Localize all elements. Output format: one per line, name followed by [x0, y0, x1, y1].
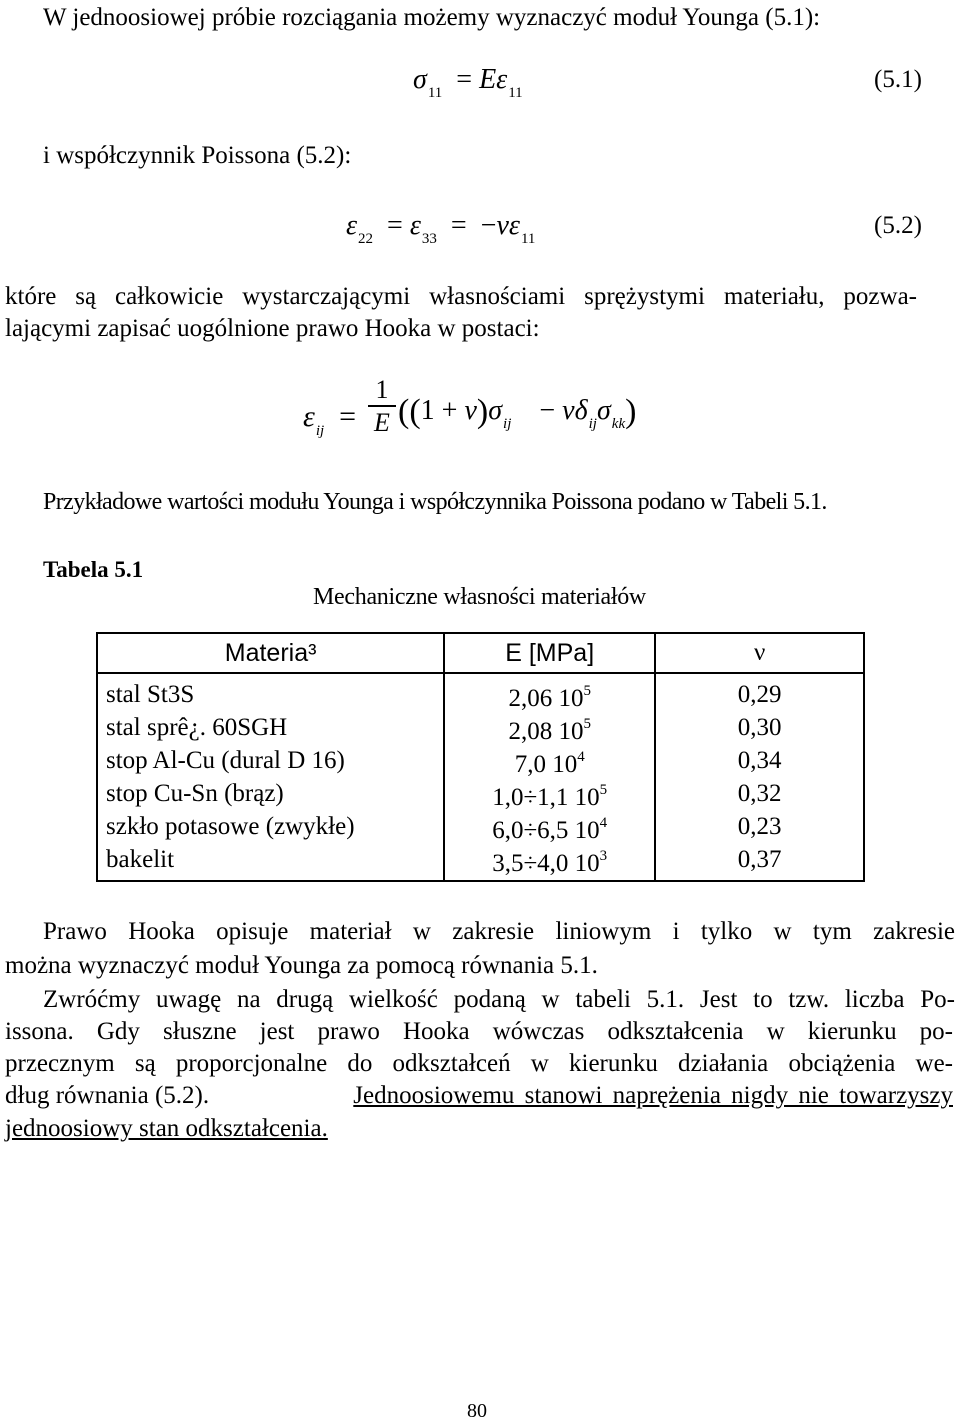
- hooke-law-fraction: 1 E: [368, 375, 396, 439]
- page-number: 80: [467, 1400, 487, 1422]
- nu-value: 0,37: [737, 846, 782, 873]
- paragraph-2-line-6: [5, 1080, 953, 1112]
- header-material: Materia³: [97, 633, 444, 673]
- e-value: 1,0÷1,1 $10^5$: [492, 782, 608, 811]
- hooke-law-lhs: $\varepsilon_{ij}$ =: [303, 400, 357, 439]
- example-values-text: Przykładowe wartości modułu Younga i współczynnika Poissona podano w Tabeli 5.1.: [43, 489, 827, 515]
- paragraph-2-line-2: można wyznaczyć moduł Younga za pomocą równania 5.1.: [5, 952, 598, 979]
- paragraph-1-line-2: lającymi zapisać uogólnione prawo Hooka w postaci:: [5, 315, 540, 342]
- e-value: 6,0÷6,5 $10^4$: [492, 815, 608, 844]
- material-column: [97, 673, 444, 881]
- table-label: Tabela 5.1: [43, 557, 144, 582]
- material-name: bakelit: [106, 846, 175, 873]
- paragraph-2-line-7: jednoosiowy stan odkształcenia.: [5, 1115, 328, 1142]
- intro-text: W jednoosiowej próbie rozciągania możemy wyznaczyć moduł Younga (5.1):: [43, 4, 821, 31]
- nu-value: 0,23: [737, 813, 782, 840]
- material-name: stop Al-Cu (dural D 16): [106, 747, 345, 774]
- e-value: 2,06 $10^5$: [508, 683, 591, 712]
- paragraph-2-line-5: przecznym są proporcjonalne do odkształceń w kierunku działania obciążenia we-: [5, 1050, 953, 1077]
- hooke-law-rhs: ($(1 + \nu)\sigma_{ij}$ − $\nu\delta_{ij}\sigma_{kk}$): [398, 393, 637, 432]
- header-poisson-ratio: ν: [655, 633, 864, 673]
- nu-value: 0,34: [737, 747, 782, 774]
- e-value: 7,0 $10^4$: [514, 749, 585, 778]
- e-value: 2,08 $10^5$: [508, 716, 591, 745]
- poisson-intro-text: i współczynnik Poissona (5.2):: [43, 142, 352, 169]
- material-name: stop Cu-Sn (brąz): [106, 780, 284, 807]
- youngs-modulus-column: [444, 673, 655, 881]
- material-name: stal St3S: [106, 681, 195, 708]
- material-name: szkło potasowe (zwykłe): [106, 813, 355, 840]
- equation-number-5-1: (5.1): [874, 66, 922, 93]
- nu-value: 0,32: [737, 780, 782, 807]
- e-value: 3,5÷4,0 $10^3$: [492, 848, 608, 877]
- paragraph-1-line-1: które są całkowicie wystarczającymi własnościami sprężystymi materiału, pozwa-: [5, 283, 917, 310]
- line-6-plain: dług równania (5.2).: [5, 1082, 210, 1109]
- nu-value: 0,30: [737, 714, 782, 741]
- material-name: stal sprê¿. 60SGH: [106, 714, 288, 741]
- line-6-underlined: Jednoosiowemu stanowi naprężenia nigdy nie towarzyszy: [353, 1082, 953, 1109]
- equation-5-2: $\varepsilon_{22} = \varepsilon_{33} = -\nu\varepsilon_{11}$: [346, 210, 536, 247]
- equation-number-5-2: (5.2): [874, 212, 922, 239]
- poisson-ratio-column: [655, 673, 864, 881]
- table-caption: Mechaniczne własności materiałów: [313, 584, 646, 610]
- paragraph-2-line-4: issona. Gdy słuszne jest prawo Hooka wówczas odkształcenia w kierunku po-: [5, 1018, 953, 1045]
- materials-table: [96, 632, 865, 882]
- equation-5-1: $\sigma_{11} = E\varepsilon_{11}$: [413, 64, 523, 101]
- paragraph-2-line-1: Prawo Hooka opisuje materiał w zakresie liniowym i tylko w tym zakresie: [43, 918, 955, 945]
- header-youngs-modulus: E [MPa]: [444, 633, 655, 673]
- paragraph-2-line-3: Zwróćmy uwagę na drugą wielkość podaną w tabeli 5.1. Jest to tzw. liczba Po-: [43, 986, 955, 1013]
- nu-value: 0,29: [737, 681, 782, 708]
